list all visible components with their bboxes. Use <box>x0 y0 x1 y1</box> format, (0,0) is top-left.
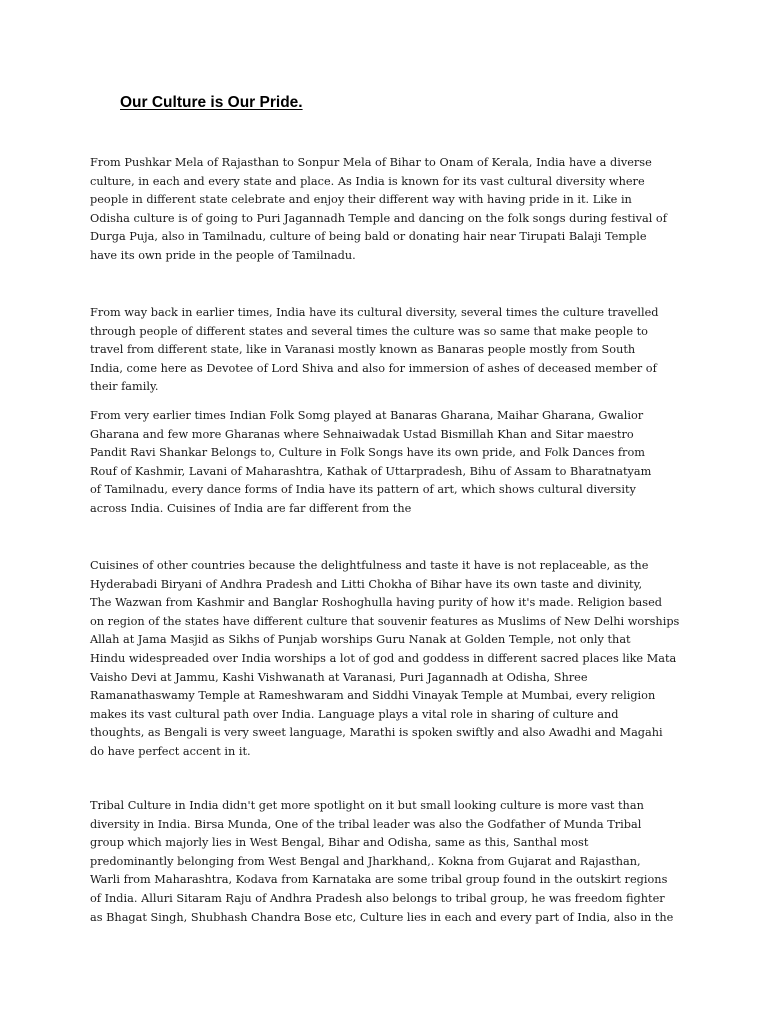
text-line: group which majorly lies in West Bengal, Bihar and Odisha, same as this, Santhal most <box>90 836 589 850</box>
text-line: Gharana and few more Gharanas where Sehnaiwadak Ustad Bismillah Khan and Sitar maestro <box>90 427 634 441</box>
text-line: The Wazwan from Kashmir and Banglar Roshoghulla having purity of how it's made. Religion based <box>90 596 663 610</box>
text-line: of Tamilnadu, every dance forms of India have its pattern of art, which shows cultural diversity <box>90 483 636 497</box>
document-title: Our Culture is Our Pride. <box>120 94 303 111</box>
text-line: Vaisho Devi at Jammu, Kashi Vishwanath at Varanasi, Puri Jagannadh at Odisha, Shree <box>90 670 588 684</box>
paragraph-2 <box>90 304 659 397</box>
paragraph-5 <box>90 797 673 927</box>
paragraph-3 <box>90 407 651 519</box>
text-line: Tribal Culture in India didn't get more spotlight on it but small looking culture is more vast than <box>90 799 644 812</box>
text-line: do have perfect accent in it. <box>90 744 251 758</box>
text-line: Rouf of Kashmir, Lavani of Maharashtra, Kathak of Uttarpradesh, Bihu of Assam to Bharatnatyam <box>90 464 652 478</box>
text-line: diversity in India. Birsa Munda, One of the tribal leader was also the Godfather of Munda Tribal <box>90 817 642 831</box>
text-line: Pandit Ravi Shankar Belongs to, Culture in Folk Songs have its own pride, and Folk Dances from <box>90 446 645 460</box>
text-line: Odisha culture is of going to Puri Jagannadh Temple and dancing on the folk songs during festival of <box>90 211 667 225</box>
text-line: From very earlier times Indian Folk Somg played at Banaras Gharana, Maihar Gharana, Gwalior <box>90 409 644 422</box>
text-line: From Pushkar Mela of Rajasthan to Sonpur Mela of Bihar to Onam of Kerala, India have a diverse <box>90 156 652 169</box>
text-line: of India. Alluri Sitaram Raju of Andhra Pradesh also belongs to tribal group, he was freedom fighter <box>90 891 665 905</box>
text-line: culture, in each and every state and place. As India is known for its vast cultural diversity where <box>90 174 645 188</box>
text-line: people in different state celebrate and enjoy their different way with having pride in it. Like in <box>90 193 632 207</box>
text-line: Warli from Maharashtra, Kodava from Karnataka are some tribal group found in the outskirt regions <box>90 873 668 887</box>
text-line: Allah at Jama Masjid as Sikhs of Punjab worships Guru Nanak at Golden Temple, not only that <box>90 633 631 647</box>
paragraph-1 <box>90 154 667 266</box>
text-line: India, come here as Devotee of Lord Shiva and also for immersion of ashes of deceased member of <box>90 361 657 375</box>
text-line: Ramanathaswamy Temple at Rameshwaram and Siddhi Vinayak Temple at Mumbai, every religion <box>90 689 656 703</box>
text-line: through people of different states and several times the culture was so same that make people to <box>90 324 648 338</box>
text-line: Hindu widespreaded over India worships a lot of god and goddess in different sacred places like Mata <box>90 651 677 665</box>
text-line: their family. <box>90 380 159 394</box>
text-line: across India. Cuisines of India are far different from the <box>90 501 412 515</box>
text-line: makes its vast cultural path over India. Language plays a vital role in sharing of culture and <box>90 707 619 721</box>
text-line: as Bhagat Singh, Shubhash Chandra Bose etc, Culture lies in each and every part of India, also in the <box>90 910 674 924</box>
text-line: Hyderabadi Biryani of Andhra Pradesh and Litti Chokha of Bihar have its own taste and divinity, <box>90 577 643 591</box>
text-line: From way back in earlier times, India have its cultural diversity, several times the culture travelled <box>90 306 659 319</box>
text-line: on region of the states have different culture that souvenir features as Muslims of New Delhi worships <box>90 614 680 628</box>
text-line: travel from different state, like in Varanasi mostly known as Banaras people mostly from South <box>90 343 636 357</box>
text-line: Cuisines of other countries because the delightfulness and taste it have is not replaceable, as the <box>90 559 649 572</box>
text-line: have its own pride in the people of Tamilnadu. <box>90 248 356 262</box>
text-line: predominantly belonging from West Bengal and Jharkhand,. Kokna from Gujarat and Rajasthan, <box>90 854 641 868</box>
text-line: Durga Puja, also in Tamilnadu, culture of being bald or donating hair near Tirupati Balaji Temple <box>90 230 647 244</box>
paragraph-4 <box>90 557 679 762</box>
text-line: thoughts, as Bengali is very sweet language, Marathi is spoken swiftly and also Awadhi and Magahi <box>90 726 663 740</box>
